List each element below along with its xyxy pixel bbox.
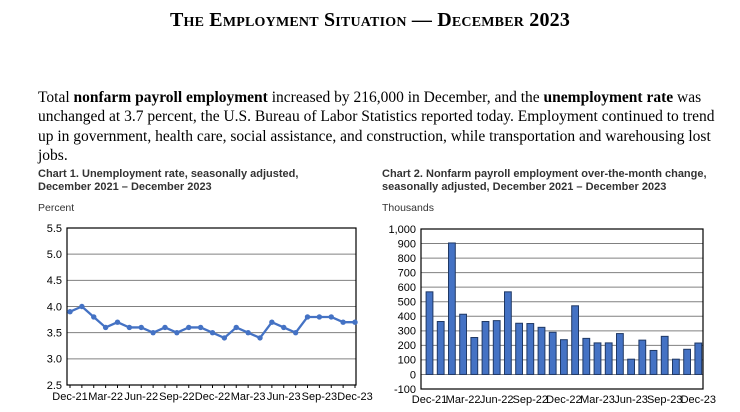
svg-text:Dec-23: Dec-23: [680, 394, 717, 406]
svg-text:5.0: 5.0: [46, 248, 62, 261]
svg-text:Jun-23: Jun-23: [266, 391, 301, 403]
svg-text:2.5: 2.5: [46, 379, 62, 392]
svg-text:1,000: 1,000: [388, 223, 416, 236]
chart2-title-line2: seasonally adjusted, December 2021 – December 2023: [382, 181, 667, 193]
svg-text:3.0: 3.0: [46, 353, 62, 366]
svg-text:-100: -100: [393, 383, 416, 396]
svg-text:0: 0: [409, 369, 416, 382]
svg-text:Dec-21: Dec-21: [52, 391, 88, 403]
svg-text:Jun-23: Jun-23: [614, 394, 648, 406]
svg-text:Dec-22: Dec-22: [194, 391, 231, 403]
svg-text:4.0: 4.0: [46, 301, 62, 314]
svg-text:Dec-21: Dec-21: [411, 394, 448, 406]
svg-text:200: 200: [397, 340, 416, 353]
chart2-bar-plot: [380, 220, 736, 412]
svg-text:4.5: 4.5: [46, 275, 62, 288]
svg-text:Dec-23: Dec-23: [337, 391, 373, 403]
intro-paragraph: Total nonfarm payroll employment increased by 216,000 in December, and the unemployment rate was unchanged at 3.7 percent, the U.S. Bureau of Labor Statistics reported today. Employment continued to trend up in government, health care, social assistance, and construction, while transportation and warehousing lost jobs.: [38, 88, 715, 164]
svg-text:800: 800: [397, 252, 416, 265]
chart1-title-line2: December 2021 – December 2023: [38, 181, 212, 193]
chart1-title-line1: Chart 1. Unemployment rate, seasonally adjusted,: [38, 168, 299, 180]
chart2-title-line1: Chart 2. Nonfarm payroll employment over-the-month change,: [382, 168, 707, 180]
svg-text:100: 100: [397, 354, 416, 367]
svg-text:600: 600: [397, 281, 416, 294]
svg-text:700: 700: [397, 267, 416, 280]
svg-text:300: 300: [397, 325, 416, 338]
svg-text:Mar-22: Mar-22: [445, 394, 481, 406]
svg-text:3.5: 3.5: [46, 327, 62, 340]
chart1-title: [38, 168, 348, 194]
svg-text:Jun-22: Jun-22: [479, 394, 514, 406]
svg-text:5.5: 5.5: [46, 222, 62, 235]
svg-text:900: 900: [397, 238, 416, 251]
svg-text:Sep-23: Sep-23: [301, 391, 338, 403]
svg-text:Sep-22: Sep-22: [159, 391, 195, 403]
svg-text:Sep-23: Sep-23: [646, 394, 683, 406]
chart2-unit-label: Thousands: [382, 202, 434, 214]
svg-text:Mar-23: Mar-23: [230, 391, 266, 403]
page-title: The Employment Situation — December 2023: [169, 9, 571, 31]
chart1-unit-label: Percent: [38, 202, 75, 214]
svg-text:400: 400: [397, 311, 416, 324]
svg-text:500: 500: [397, 296, 416, 309]
chart2-title: [382, 168, 727, 194]
svg-text:Dec-22: Dec-22: [546, 394, 582, 406]
svg-text:Mar-23: Mar-23: [580, 394, 615, 406]
svg-text:Mar-22: Mar-22: [88, 391, 124, 403]
chart1-line-plot: [36, 220, 376, 412]
svg-text:Jun-22: Jun-22: [124, 391, 159, 403]
svg-text:Sep-22: Sep-22: [512, 394, 549, 406]
